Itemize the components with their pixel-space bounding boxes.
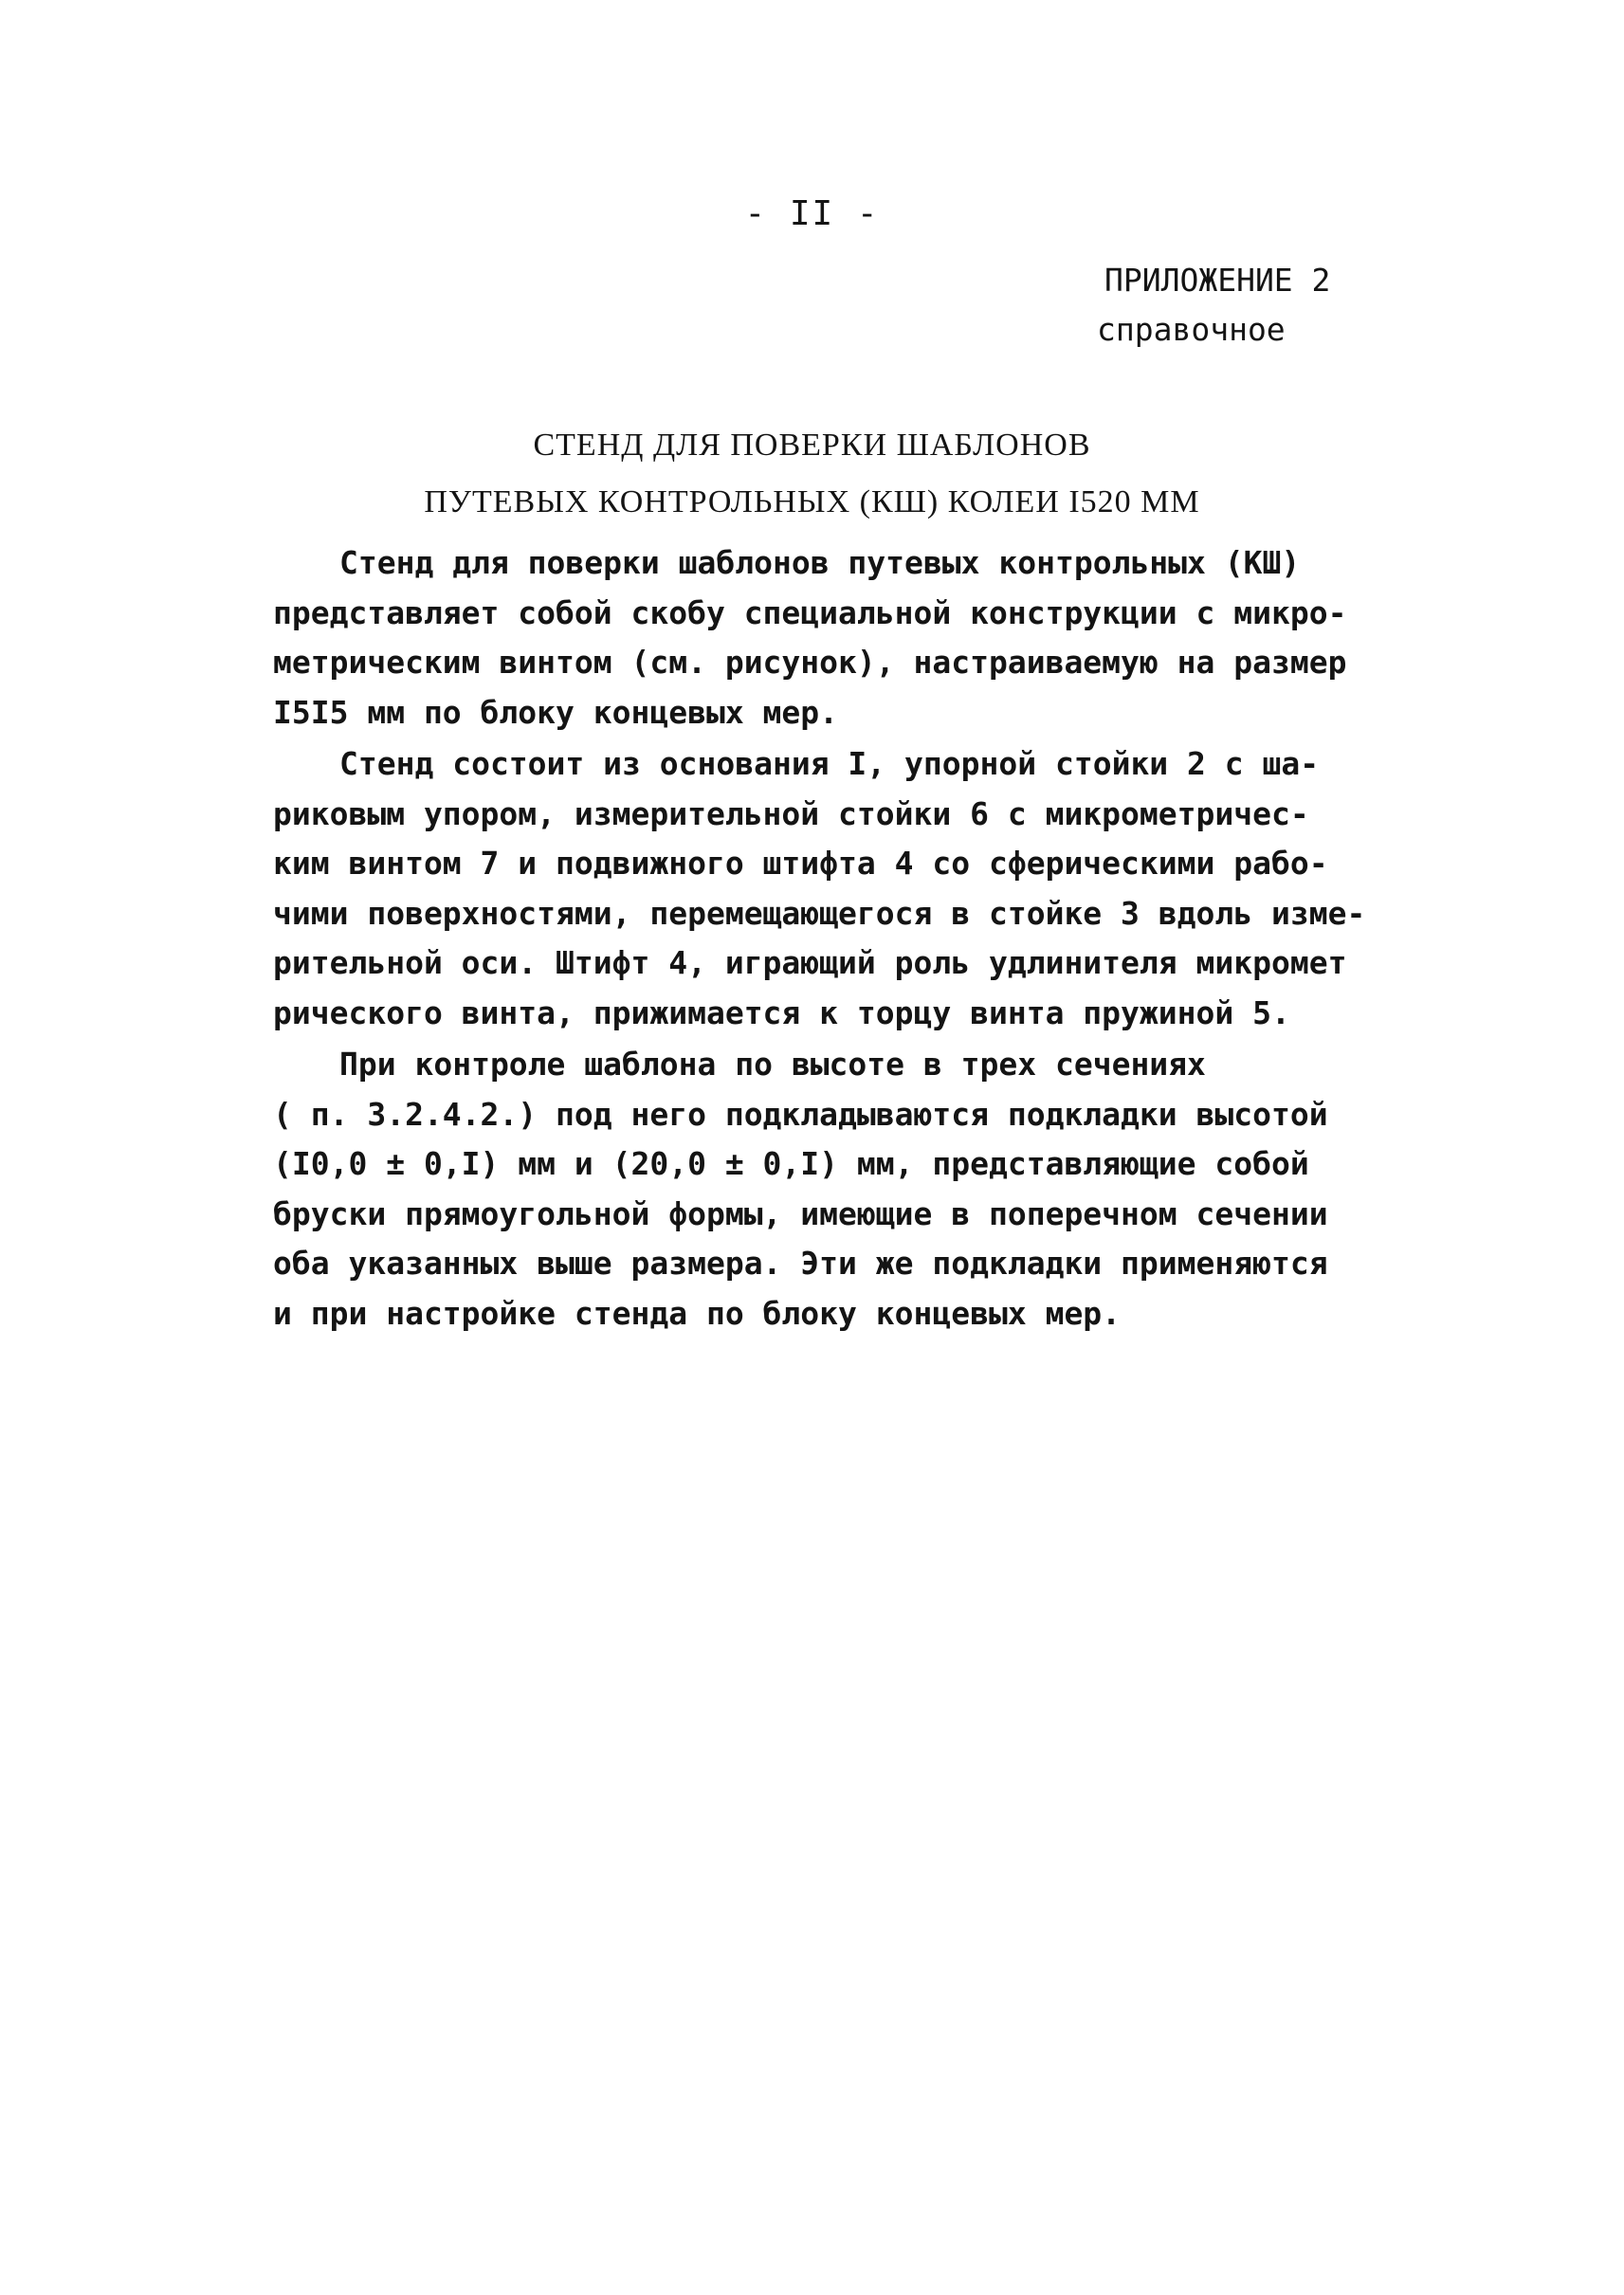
text-line: ( п. 3.2.4.2.) под него подкладываются подкладки высотой: [273, 1095, 1328, 1133]
text-line: ким винтом 7 и подвижного штифта 4 со сферическими рабо-: [273, 845, 1328, 882]
paragraph-3: [273, 1040, 1420, 1339]
appendix-kind: справочное: [1097, 311, 1286, 348]
text-line: метрическим винтом (см. рисунок), настраиваемую на размер: [273, 644, 1347, 681]
text-line: риковым упором, измерительной стойки 6 с микрометричес-: [273, 794, 1309, 832]
text-line: чими поверхностями, перемещающегося в стойке 3 вдоль изме-: [273, 894, 1366, 932]
title-line-2: ПУТЕВЫХ КОНТРОЛЬНЫХ (КШ) КОЛЕИ I520 ММ: [424, 484, 1200, 519]
document-title: [0, 417, 1624, 531]
text-line: Стенд состоит из основания I, упорной стойки 2 с ша-: [339, 745, 1320, 782]
text-line: рического винта, прижимается к торцу винта пружиной 5.: [273, 993, 1290, 1031]
text-line: рительной оси. Штифт 4, играющий роль удлинителя микромет: [273, 944, 1347, 981]
paragraph-1: [273, 538, 1420, 738]
body-text: [273, 538, 1420, 1340]
title-line-1: СТЕНД ДЛЯ ПОВЕРКИ ШАБЛОНОВ: [533, 428, 1091, 463]
text-line: оба указанных выше размера. Эти же подкладки применяются: [273, 1245, 1328, 1282]
text-line: представляет собой скобу специальной конструкции с микро-: [273, 593, 1347, 631]
text-line: I5I5 мм по блоку концевых мер.: [273, 693, 839, 731]
text-line: При контроле шаблона по высоте в трех сечениях: [339, 1046, 1206, 1083]
text-line: (I0,0 ± 0,I) мм и (20,0 ± 0,I) мм, представляющие собой: [273, 1145, 1309, 1182]
text-line: и при настройке стенда по блоку концевых мер.: [273, 1294, 1122, 1332]
text-line: Стенд для поверки шаблонов путевых контрольных (КШ): [339, 544, 1301, 581]
text-line: бруски прямоугольной формы, имеющие в поперечном сечении: [273, 1194, 1328, 1232]
appendix-label: ПРИЛОЖЕНИЕ 2: [1104, 262, 1331, 299]
appendix-heading: [1097, 256, 1331, 355]
page-number: - II -: [744, 194, 880, 233]
paragraph-2: [273, 739, 1420, 1038]
